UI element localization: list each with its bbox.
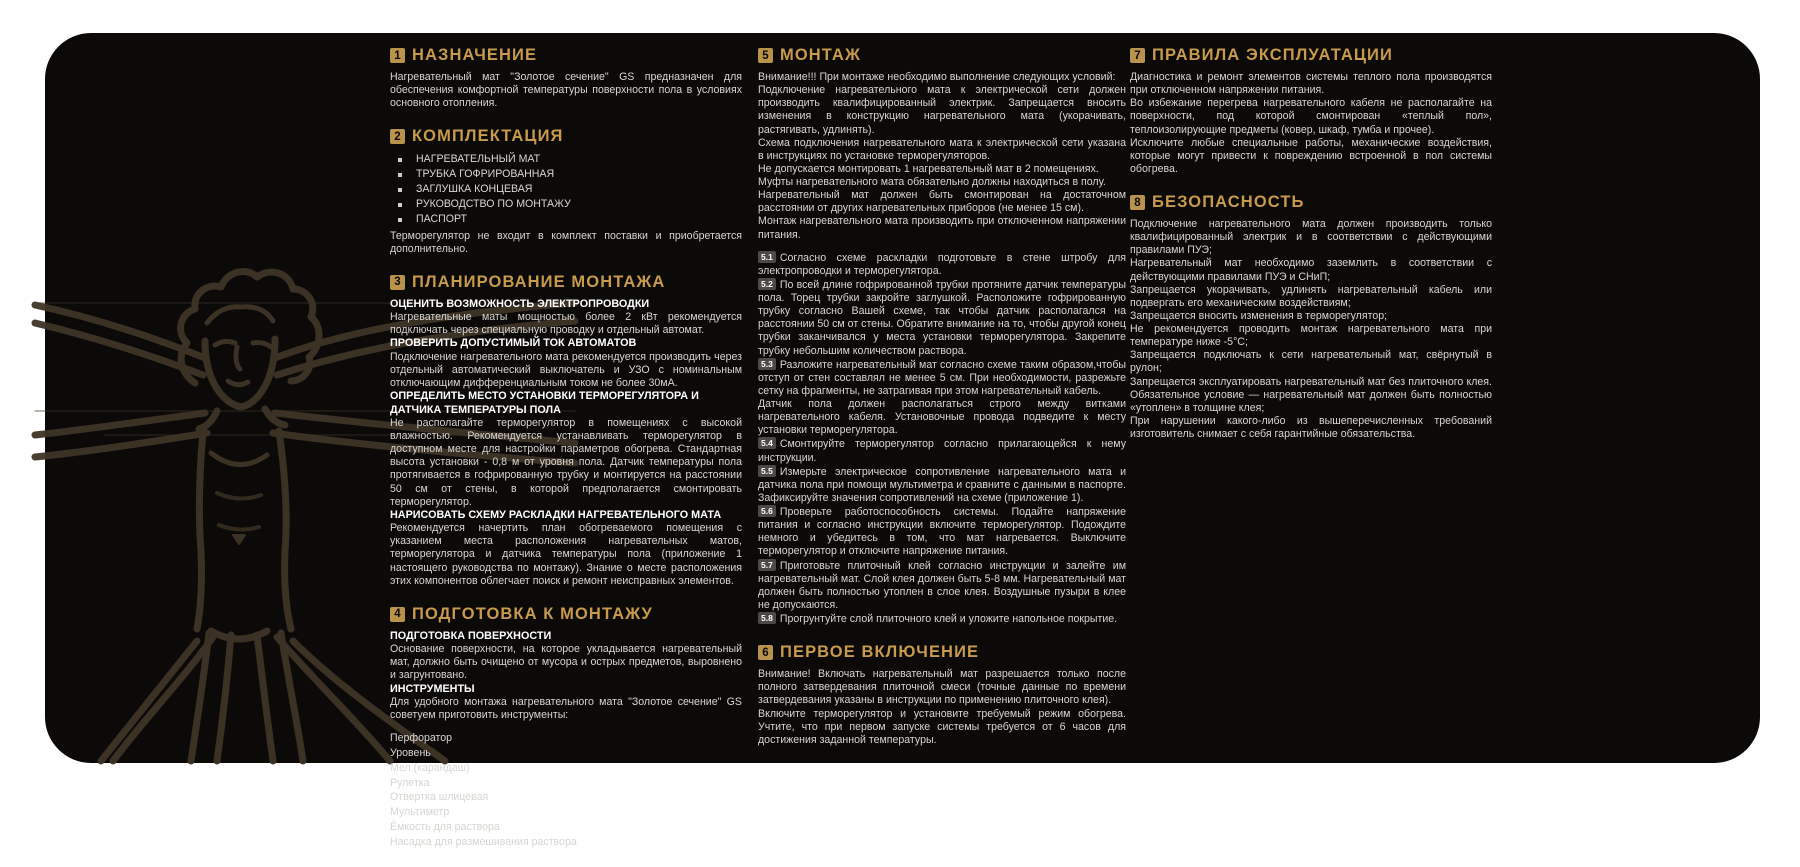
bullet-item: ЗАГЛУШКА КОНЦЕВАЯ: [390, 182, 742, 197]
paragraph: При нарушении какого-либо из вышеперечисленных требований изготовитель снимает с себя гарантийные обязательства.: [1130, 414, 1492, 440]
section-number-badge: 1: [390, 48, 405, 63]
step-5.8: 5.8 Прогрунтуйте слой плиточного клей и уложите напольное покрытие.: [758, 612, 1126, 626]
section-number-badge: 8: [1130, 195, 1145, 210]
tool-item: Рулетка: [390, 776, 430, 789]
section-title: [758, 643, 1126, 662]
section-2: [390, 127, 742, 255]
paragraph: Внимание!!! При монтаже необходимо выполнение следующих условий:: [758, 71, 1116, 83]
column-1: [390, 46, 742, 867]
paragraph: Муфты нагревательного мата обязательно должны находиться в полу.: [758, 176, 1106, 188]
step-5.3: 5.3 Разложите нагревательный мат согласно схеме таким образом,чтобы отступ от стен составлял не менее 5 см. При необходимости, разрежьте сетку на фрагменты, не затрагивая при этом нагревательный кабель.: [758, 358, 1126, 397]
tool-item: Ёмкость для раствора: [390, 821, 500, 834]
section-3: [390, 273, 742, 588]
paragraph: Диагностика и ремонт элементов системы теплого пола производятся при отключенном напряжении питания.: [1130, 71, 1492, 97]
subheading: ОПРЕДЕЛИТЬ МЕСТО УСТАНОВКИ ТЕРМОРЕГУЛЯТОРА И ДАТЧИКА ТЕМПЕРАТУРЫ ПОЛА: [390, 390, 699, 416]
paragraph: Не допускается монтировать 1 нагревательный мат в 2 помещениях.: [758, 162, 1099, 175]
tool-item: Отвертка шлицевая: [390, 791, 489, 804]
tool-list: [390, 731, 742, 850]
section-number-badge: 7: [1130, 48, 1145, 63]
section-number-badge: 4: [390, 607, 405, 622]
subheading: ПРОВЕРИТЬ ДОПУСТИМЫЙ ТОК АВТОМАТОВ: [390, 337, 637, 350]
subheading: ОЦЕНИТЬ ВОЗМОЖНОСТЬ ЭЛЕКТРОПРОВОДКИ: [390, 297, 650, 310]
step-number-badge: 5.8: [758, 612, 776, 624]
tool-item: Перфоратор: [390, 732, 453, 745]
paragraph: Основание поверхности, на которое укладывается нагревательный мат, должно быть очищено от мусора и острых предметов, выровнено и загрунтовано.: [390, 643, 742, 682]
step-number-badge: 5.5: [758, 465, 776, 477]
section-number-badge: 6: [758, 645, 773, 660]
step-5.3: Датчик пола должен располагаться строго между витками нагревательного кабеля. Установочные провода подведите к месту установки терморегулятора.: [758, 398, 1126, 437]
paragraph: Нагревательный мат "Золотое сечение" GS предназначен для обеспечения комфортной температуры поверхности пола в условиях основного отопления.: [390, 71, 742, 110]
bullet-item: РУКОВОДСТВО ПО МОНТАЖУ: [390, 197, 742, 212]
paragraph: Монтаж нагревательного мата производить при отключенном напряжении питания.: [758, 215, 1126, 241]
section-number-badge: 2: [390, 129, 405, 144]
paragraph: Запрещается укорачивать, удлинять нагревательный кабель или подвергать его механическим воздействиям;: [1130, 283, 1492, 309]
paragraph: Терморегулятор не входит в комплект поставки и приобретается дополнительно.: [390, 229, 742, 255]
section-5: [758, 46, 1126, 626]
paragraph: Во избежание перегрева нагревательного кабеля не располагайте на поверхности, под которой смонтирован «теплый пол», теплоизолирующие предметы (ковер, шкаф, тумба и прочее).: [1130, 97, 1492, 136]
step-5.6: 5.6 Проверьте работоспособность системы. Подайте напряжение питания и согласно инструкции включите терморегулятор. Подождите немного и убедитесь в том, что мат нагревается. Выключите терморегулятор и отключите напряжение питания.: [758, 506, 1126, 558]
paragraph: Запрещается эксплуатировать нагревательный мат без плиточного клея. Обязательное условие — нагревательный мат должен быть полностью «утоплен» в толщине клея;: [1130, 375, 1492, 414]
step-5.5: 5.5 Измерьте электрическое сопротивление нагревательного мата и датчика пола при помощи мультиметра и сравните с данными в паспорте. Зафиксируйте значения сопротивлений на схеме (приложение 1).: [758, 465, 1126, 504]
paragraph: Запрещается вносить изменения в терморегулятор;: [1130, 309, 1388, 322]
step-number-badge: 5.3: [758, 358, 776, 370]
step-number-badge: 5.2: [758, 278, 776, 290]
section-title: [758, 46, 1126, 65]
paragraph: Подключение нагревательного мата рекомендуется производить через отдельный автоматический выключатель и УЗО с номинальным отключающим дифференциальным током не более 30мА.: [390, 350, 742, 390]
section-number-badge: 3: [390, 275, 405, 290]
step-5.4: 5.4 Смонтируйте терморегулятор согласно прилагающейся к нему инструкции.: [758, 438, 1126, 464]
step-5.7: 5.7 Приготовьте плиточный клей согласно инструкции и залейте им нагревательный мат. Слой клея должен быть 5-8 мм. Нагревательный мат должен быть полностью утоплен в слое клея. Воздушные пузыри в клее не допускаются.: [758, 559, 1126, 611]
column-3: [1130, 46, 1492, 458]
section-title-text: ПРАВИЛА ЭКСПЛУАТАЦИИ: [1152, 46, 1393, 64]
bullet-list: [390, 152, 742, 226]
paragraph: Исключите любые специальные работы, механические воздействия, которые могут привести к повреждению встроенной в пол системы обогрева.: [1130, 136, 1492, 175]
subheading: НАРИСОВАТЬ СХЕМУ РАСКЛАДКИ НАГРЕВАТЕЛЬНОГО МАТА: [390, 508, 722, 521]
section-title: [390, 46, 742, 65]
step-number-badge: 5.4: [758, 437, 776, 449]
paragraph: Подключение нагревательного мата должен производить только квалифицированный электрик и в соответствии с действующими правилами ПУЭ;: [1130, 218, 1492, 257]
paragraph: Для удобного монтажа нагревательного мата "Золотое сечение" GS советуем приготовить инструменты:: [390, 695, 742, 722]
step-number-badge: 5.6: [758, 505, 776, 517]
section-title-text: НАЗНАЧЕНИЕ: [412, 46, 538, 64]
paragraph: Подключение нагревательного мата к электрической сети должен производить квалифицированный электрик. Запрещается вносить изменения в конструкцию нагревательного мата (укорачивать, растягивать, удлинять).: [758, 84, 1126, 136]
tool-item: Насадка для размешивания раствора: [390, 835, 577, 848]
bullet-item: ПАСПОРТ: [390, 212, 742, 227]
tool-item: Мел (карандаш): [390, 761, 470, 774]
paragraph: Нагревательные маты мощностью более 2 кВт рекомендуется подключать через специальную проводку и отдельный автомат.: [390, 311, 742, 337]
paragraph: Рекомендуется начертить план обогреваемого помещения с указанием места расположения нагревательных матов, терморегулятора и датчика температуры пола (приложение 1 настоящего руководства по монтажу). Знание о месте расположения этих компонентов облегчает поиск и ремонт неисправных элементов.: [390, 522, 742, 587]
paragraph: Включите терморегулятор и установите требуемый режим обогрева. Учтите, что при первом запуске системы требуется от 6 часов для достижения заданной температуры.: [758, 707, 1126, 746]
section-title: [1130, 46, 1492, 65]
step-number-badge: 5.1: [758, 251, 776, 263]
manual-page-panel: [45, 33, 1760, 848]
paragraph: Не рекомендуется проводить монтаж нагревательного мата при температуре ниже -5°С;: [1130, 323, 1492, 349]
section-number-badge: 5: [758, 48, 773, 63]
paragraph: Внимание! Включать нагревательный мат разрешается только после полного затвердевания плиточной смеси (точные данные по времени затвердевания указаны в инструкции по применению плиточного клея).: [758, 668, 1126, 707]
step-number-badge: 5.7: [758, 559, 776, 571]
section-title-text: БЕЗОПАСНОСТЬ: [1152, 193, 1305, 211]
section-8: [1130, 193, 1492, 441]
paragraph: Схема подключения нагревательного мата к электрической сети указана в инструкциях по установке терморегуляторов.: [758, 136, 1126, 162]
section-title: [390, 127, 742, 146]
subheading: ПОДГОТОВКА ПОВЕРХНОСТИ: [390, 629, 552, 642]
section-title-text: ПОДГОТОВКА К МОНТАЖУ: [412, 604, 653, 623]
section-title: [1130, 193, 1492, 212]
paragraph: Нагревательный мат необходимо заземлить в соответствии с действующими правилами ПУЭ и СНиП;: [1130, 257, 1492, 283]
bullet-item: НАГРЕВАТЕЛЬНЫЙ МАТ: [390, 152, 742, 167]
tool-item: Уровень: [390, 746, 431, 759]
step-5.2: 5.2 По всей длине гофрированной трубки протяните датчик температуры пола. Торец трубки закройте заглушкой. Расположите гофрированную трубку согласно Вашей схеме, так чтобы датчик располагался на расстоянии 50 см от стены. Обратите внимание на то, чтобы другой конец трубки заканчивался у места установки терморегулятора. Закрепите трубку небольшим количеством раствора.: [758, 278, 1126, 357]
tool-item: Мультиметр: [390, 806, 450, 819]
section-4: [390, 605, 742, 850]
column-2: [758, 46, 1126, 764]
paragraph: Запрещается подключать к сети нагревательный мат, свёрнутый в рулон;: [1130, 349, 1492, 375]
step-5.1: 5.1 Согласно схеме раскладки подготовьте в стене штробу для электропроводки и терморегулятора.: [758, 251, 1126, 277]
paragraph: Не располагайте терморегулятор в помещениях с высокой влажностью. Рекомендуется устанавливать терморегулятор в доступном месте для настройки параметров обогрева. Стандартная высота установки - 0,8 м от уровня пола. Датчик температуры пола протягивается в гофрированную трубку и монтируется на расстоянии 50 см от стены, в которой предполагается смонтировать терморегулятор.: [390, 416, 742, 508]
section-title: [390, 273, 742, 292]
step-list: [758, 251, 1126, 627]
section-title: [390, 605, 742, 624]
section-title-text: ПЛАНИРОВАНИЕ МОНТАЖА: [412, 272, 666, 291]
paragraph: Нагревательный мат должен быть смонтирован на достаточном расстоянии от других нагревательных приборов (не менее 15 см).: [758, 189, 1126, 215]
subheading: ИНСТРУМЕНТЫ: [390, 682, 475, 695]
section-1: [390, 46, 742, 110]
section-7: [1130, 46, 1492, 176]
section-title-text: ПЕРВОЕ ВКЛЮЧЕНИЕ: [780, 643, 980, 662]
section-title-text: КОМПЛЕКТАЦИЯ: [412, 127, 564, 146]
section-title-text: МОНТАЖ: [780, 46, 861, 64]
section-6: [758, 643, 1126, 747]
bullet-item: ТРУБКА ГОФРИРОВАННАЯ: [390, 167, 742, 182]
